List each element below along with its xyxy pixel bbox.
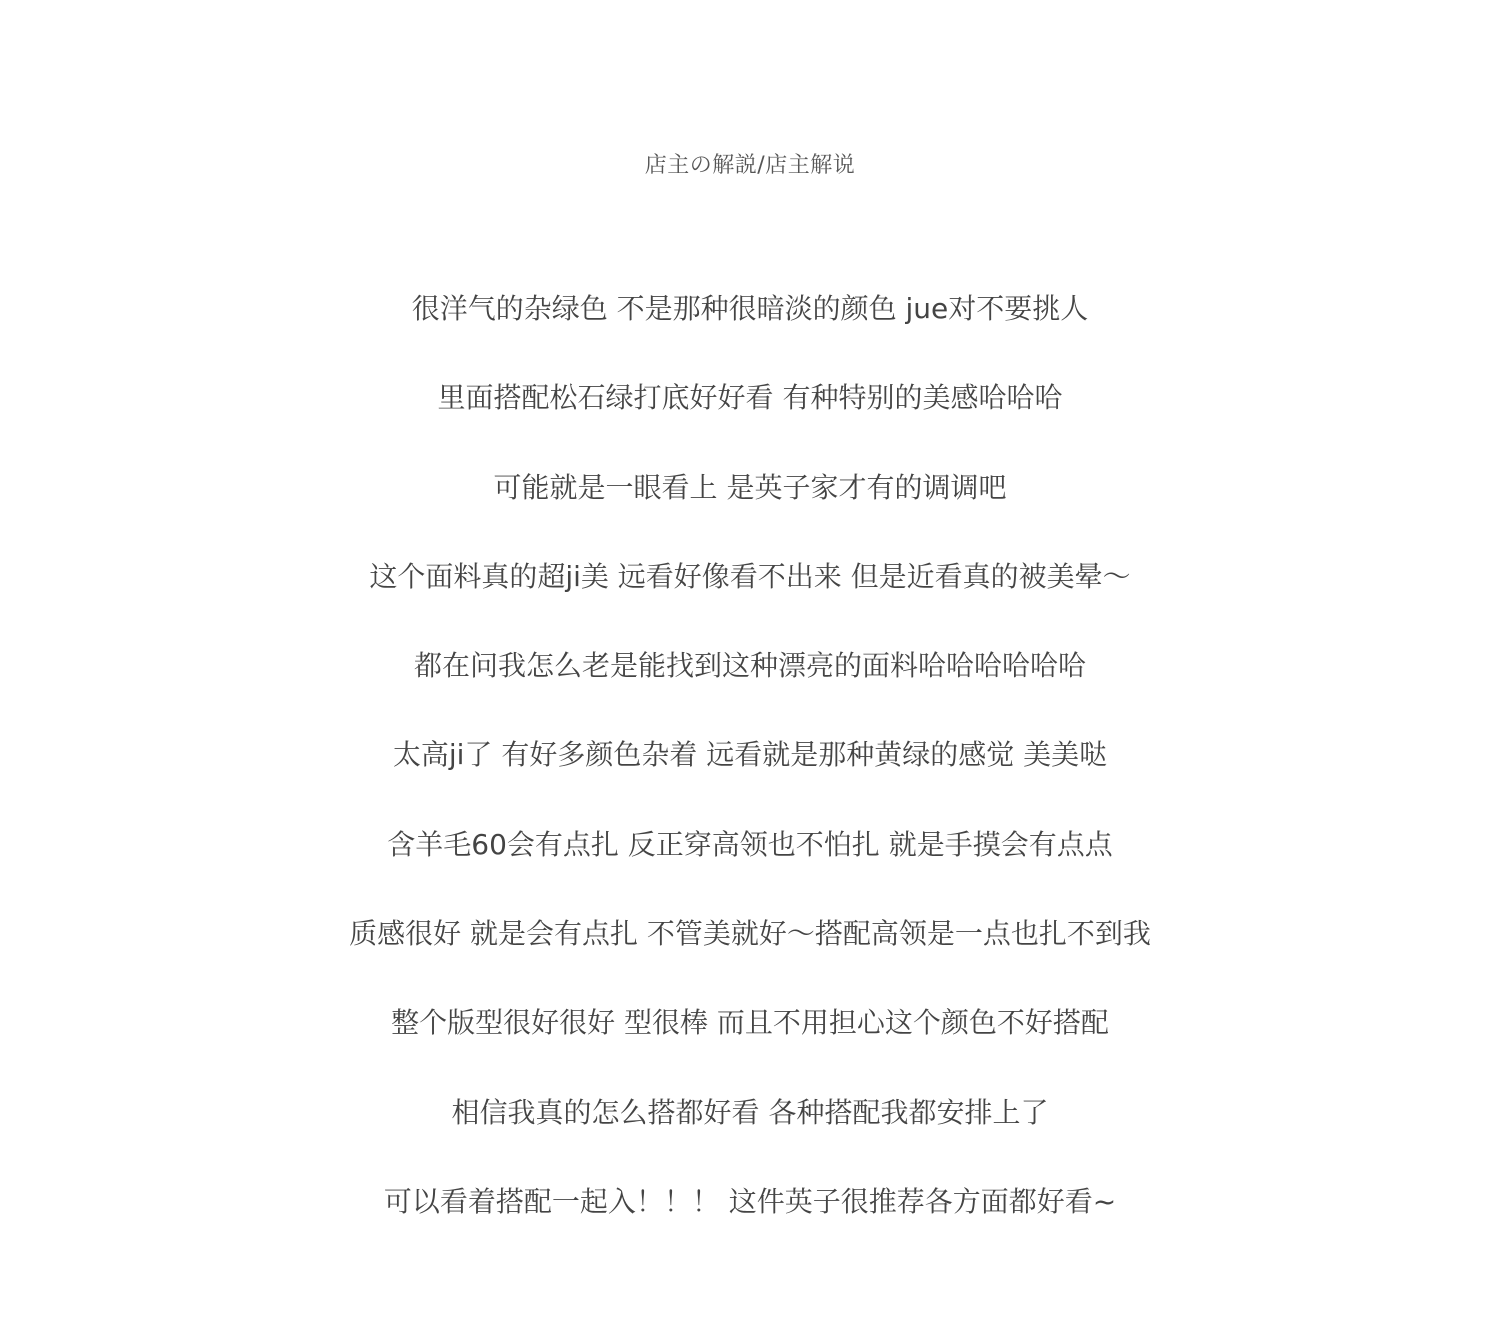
description-line: 含羊毛60会有点扎 反正穿高领也不怕扎 就是手摸会有点点 [387, 827, 1113, 861]
section-title: 店主の解説/店主解说 [644, 153, 856, 178]
description-line: 可能就是一眼看上 是英子家才有的调调吧 [493, 470, 1007, 504]
description-line: 整个版型很好很好 型很棒 而且不用担心这个颜色不好搭配 [391, 1006, 1109, 1040]
description-line: 这个面料真的超ji美 远看好像看不出来 但是近看真的被美晕～ [369, 559, 1131, 593]
description-line: 太高ji了 有好多颜色杂着 远看就是那种黄绿的感觉 美美哒 [392, 738, 1108, 772]
description-line: 很洋气的杂绿色 不是那种很暗淡的颜色 jue对不要挑人 [411, 292, 1089, 325]
description-line: 可以看着搭配一起入！！！ 这件英子很推荐各方面都好看~ [383, 1184, 1117, 1218]
description-line: 都在问我怎么老是能找到这种漂亮的面料哈哈哈哈哈哈 [413, 649, 1086, 683]
description-line: 相信我真的怎么搭都好看 各种搭配我都安排上了 [451, 1095, 1049, 1129]
description-line: 质感很好 就是会有点扎 不管美就好～搭配高领是一点也扎不到我 [349, 917, 1151, 951]
description-text-block [0, 286, 1500, 1268]
description-line: 里面搭配松石绿打底好好看 有种特别的美感哈哈哈 [437, 381, 1063, 415]
